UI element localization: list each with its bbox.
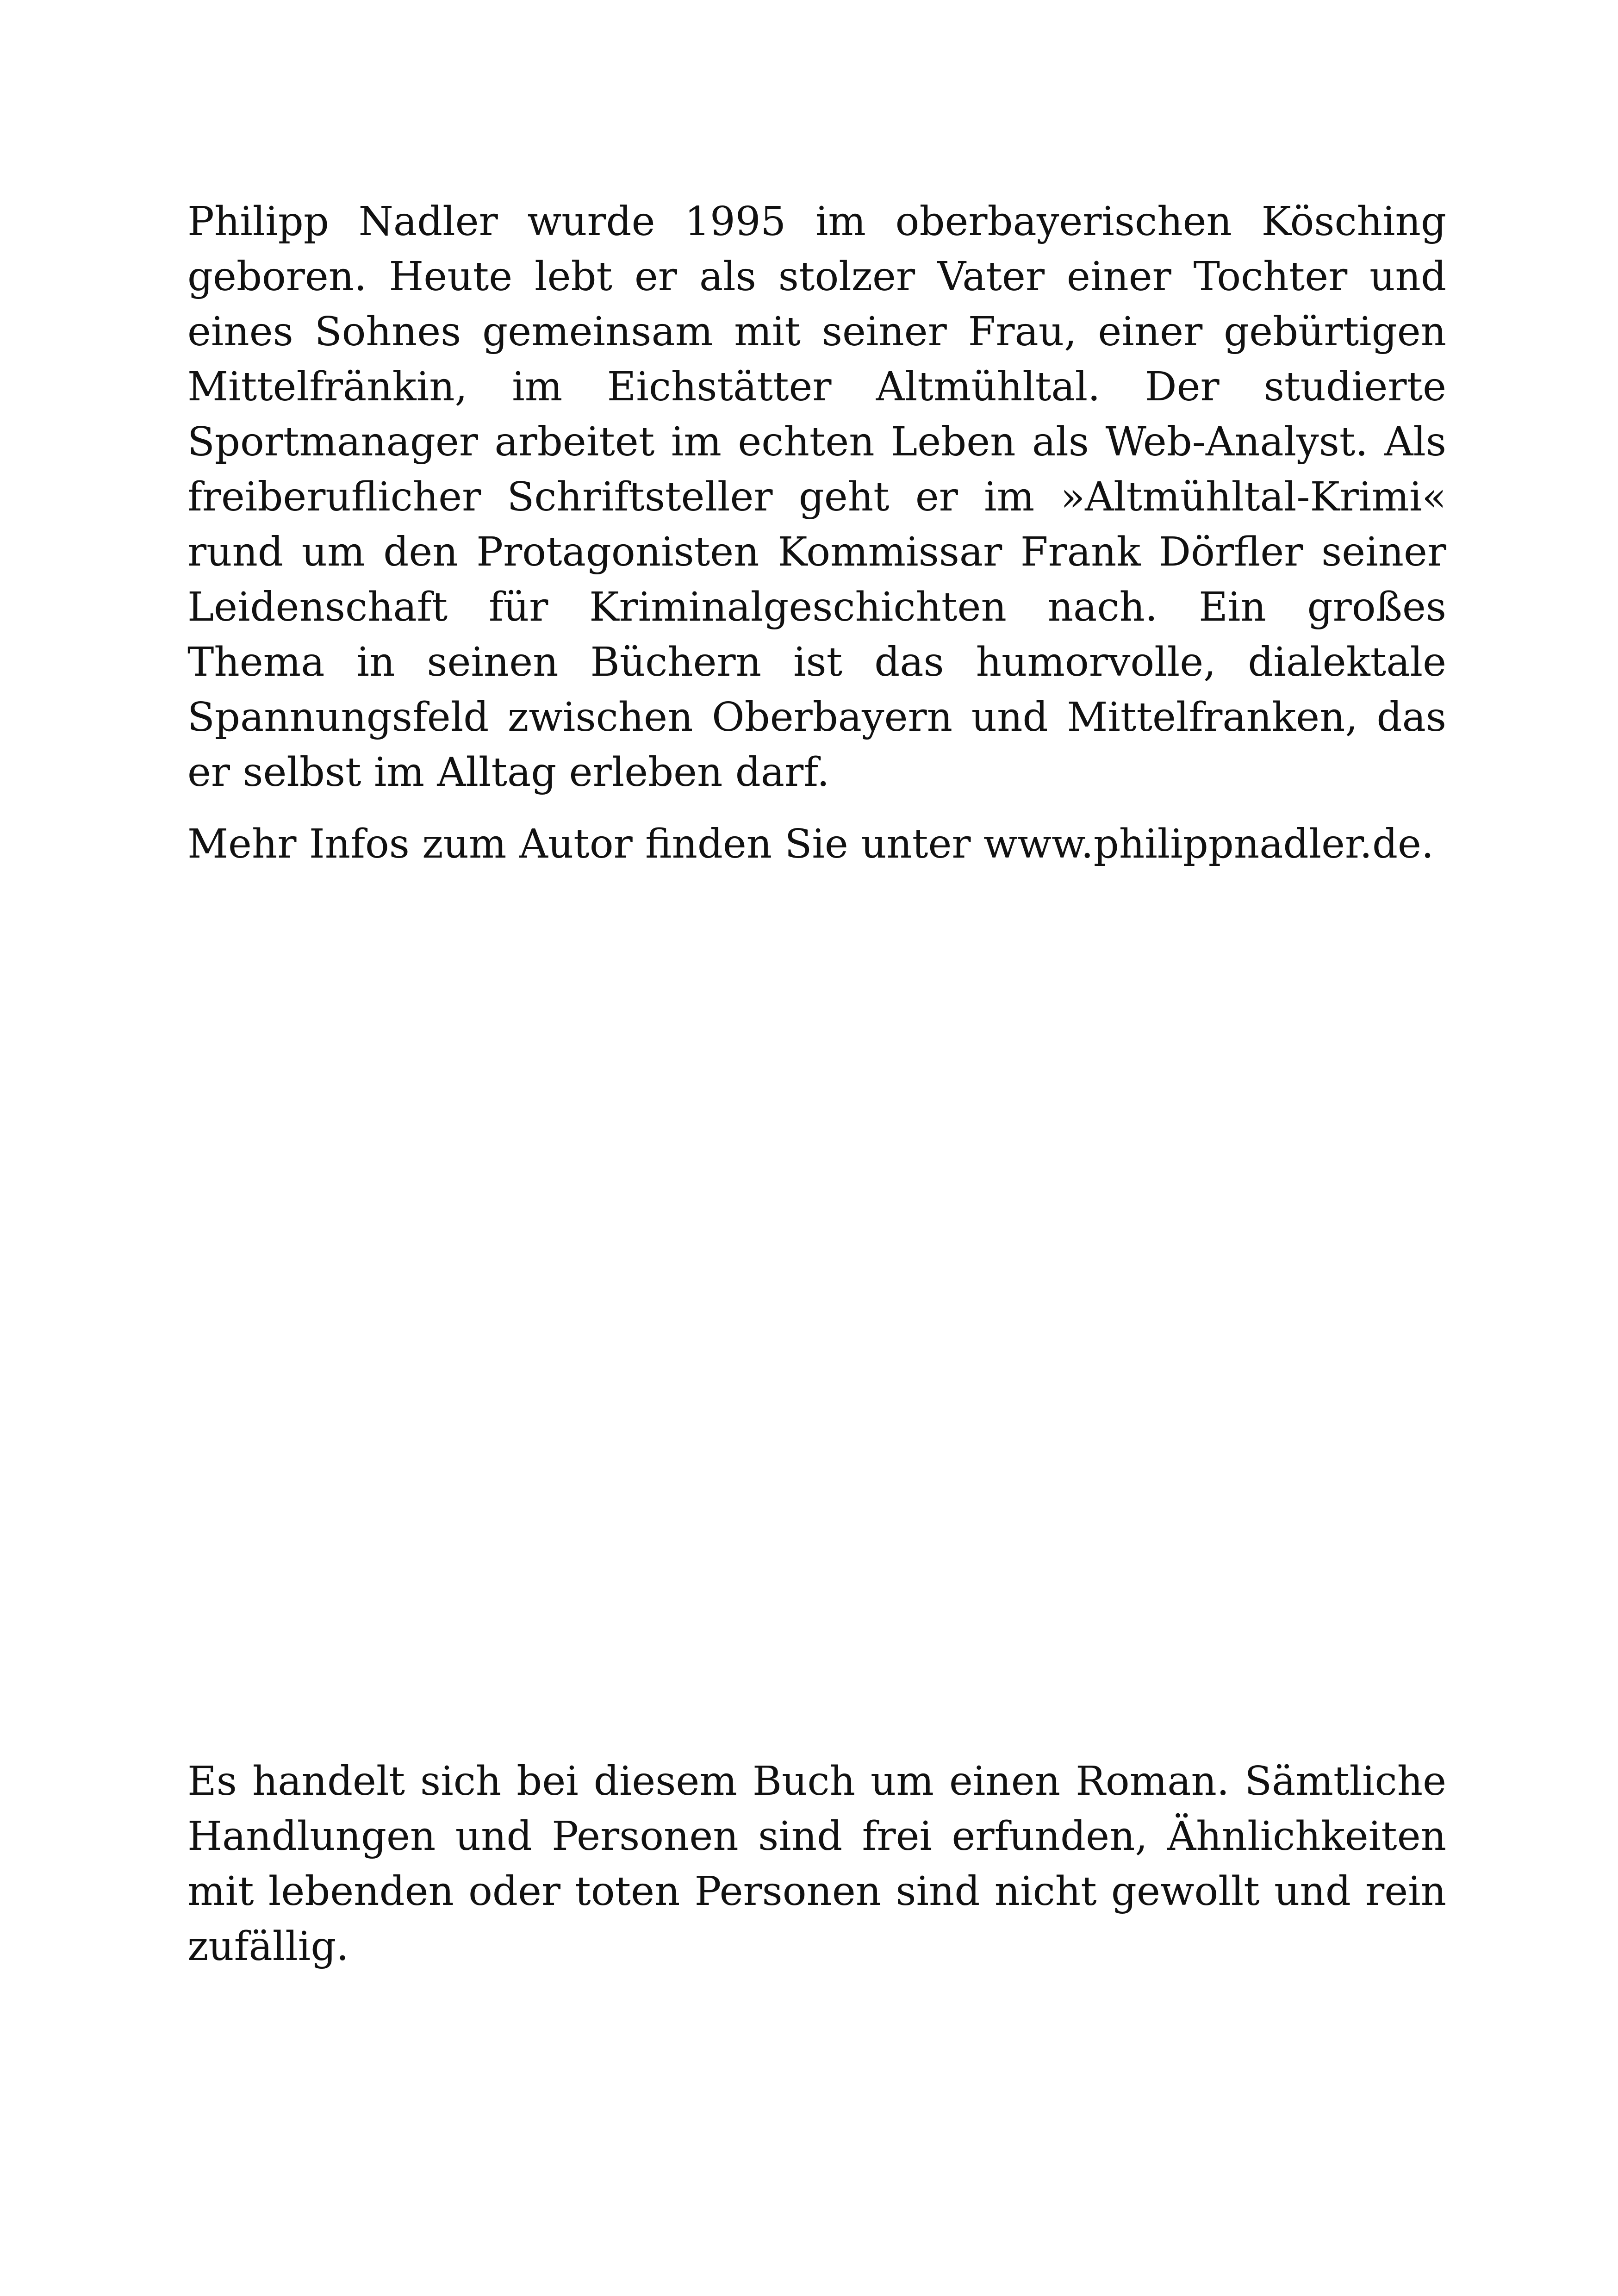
fiction-disclaimer <box>187 1754 1446 1974</box>
author-bio-paragraph: Philipp Nadler wurde 1995 im oberbayerischen Kösching geboren. Heute lebt er als stolzer Vater einer Tochter und eines Sohnes gemeinsam mit seiner Frau, einer gebürtigen Mittelfränkin, im Eichstätter Altmühltal. Der studierte Sportmanager arbeitet im echten Leben als Web-Analyst. Als freiberuflicher Schriftsteller geht er im »Altmühltal-Krimi« rund um den Protagonisten Kommissar Frank Dörfler seiner Leidenschaft für Kriminalgeschichten nach. Ein großes Thema in seinen Büchern ist das humorvolle, dialektale Spannungsfeld zwischen Oberbayern und Mittelfranken, das er selbst im Alltag erleben darf. <box>187 199 1446 796</box>
fiction-disclaimer-text: Es handelt sich bei diesem Buch um einen Roman. Sämtliche Handlungen und Personen sind frei erfunden, Ähnlichkeiten mit lebenden oder toten Personen sind nicht gewollt und rein zufällig. <box>187 1758 1446 1970</box>
author-website-note: Mehr Infos zum Autor finden Sie unter www.philippnadler.de. <box>187 821 1434 867</box>
author-bio <box>187 194 1446 872</box>
